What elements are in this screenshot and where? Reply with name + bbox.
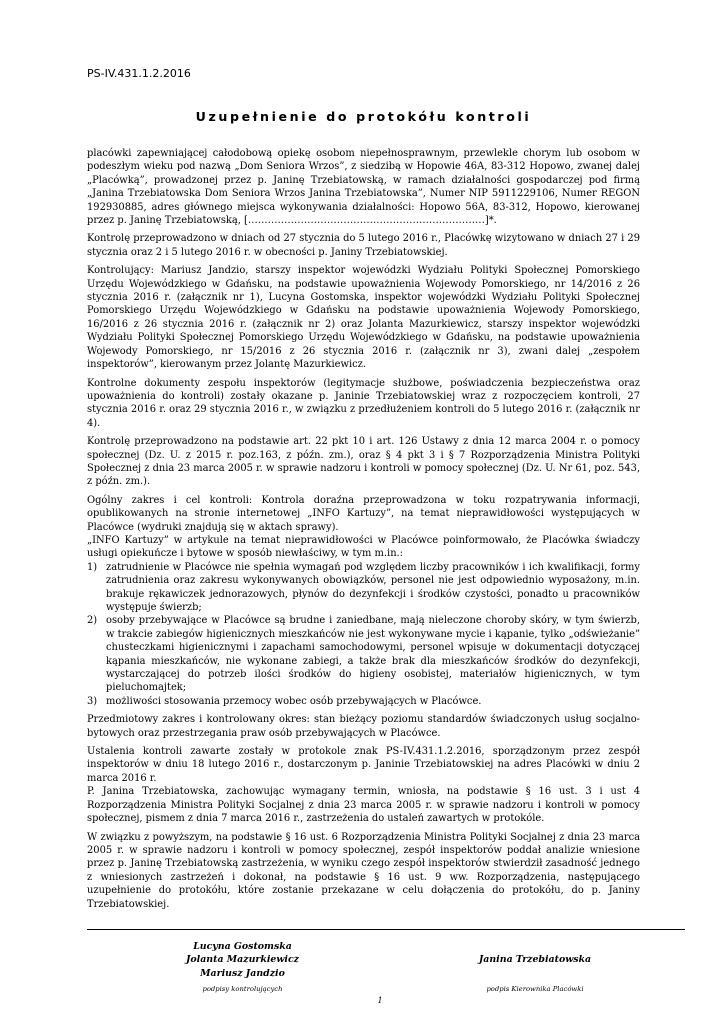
- paragraph-dates: Kontrolę przeprowadzono w dniach od 27 stycznia do 5 lutego 2016 r., Placówkę wizytowano w dniach 27 i 29 stycznia oraz 2 i 5 lutego 2016 r. w obecności p. Janiny Trzebiatowskiej.: [87, 233, 640, 258]
- paragraph-objections: P. Janina Trzebiatowska, zachowując wymagany termin, wniosła, na podstawie § 16 ust. 3 i ust 4 Rozporządzenia Ministra Polityki Socjalnej z dnia 23 marca 2005 r. w sprawie nadzoru i kontroli w pomocy społecznej, pismem z dnia 7 marca 2016 r., zastrzeżenia do ustaleń zawartych w protokóle.: [87, 786, 640, 825]
- signature-divider: [87, 929, 685, 930]
- list-item-text: osoby przebywające w Placówce są brudne i zaniedbane, mają nieleczone choroby skóry, w tym świerzb, w trakcie zabiegów higienicznych mieszkańców nie jest wykonywane mycie i kąpanie, tylko „odświeżanie” chusteczkami higienicznymi i zapachami samochodowymi, personel wpisuje w dokumentacji dotyczącej kąpania mieszkańców, nie wykonane zabiegi, a także brak dla mieszkańców środków do dezynfekcji, wystarczającej do potrzeb ilości środków do higieny osobistej, materiałów higienicznych, w tym pieluchomajtek;: [106, 615, 640, 694]
- list-item: [87, 561, 640, 615]
- paragraph-info-kartuzy: „INFO Kartuzy” w artykule na temat nieprawidłowości w Placówce poinformowało, że Placówka świadczy usługi opiekuńcze i bytowe w sposób niewłaściwy, w tym m.in.:: [87, 534, 640, 560]
- paragraph-facility: placówki zapewniającej całodobową opiekę osobom niepełnosprawnym, przewlekle chorym lub osobom w podeszłym wieku pod nazwą „Dom Seniora Wrzos”, z siedzibą w Hopowie 46A, 83-312 Hopowo, zwanej dalej „Placówką”, prowadzonej przez p. Janinę Trzebiatowską, w ramach działalności gospodarczej pod firmą „Janina Trzebiatowska Dom Seniora Wrzos Janina Trzebiatowska”, Numer NIP 5911229106, Numer REGON 192930885, adres głównego miejsca wykonywania działalności: Hopowo 56A, 83-312, Hopowo, kierowanej przez p. Janinę Trzebiatowską, [………………………………………………………………]*.: [87, 148, 640, 227]
- paragraph-legal-basis: Kontrolę przeprowadzono na podstawie art. 22 pkt 10 i art. 126 Ustawy z dnia 12 marca 2004 r. o pomocy społecznej (Dz. U. z 2015 r. poz.163, z późn. zm.), oraz § 4 pkt 3 i § 7 Rozporządzenia Ministra Polityki Społecznej z dnia 23 marca 2005 r. w sprawie nadzoru i kontroli w pomocy społecznej (Dz. U. Nr 61, poz. 543, z późn. zm.).: [87, 436, 640, 488]
- list-item-text: możliwości stosowania przemocy wobec osób przebywających w Placówce.: [106, 695, 482, 707]
- paragraph-scope: Ogólny zakres i cel kontroli: Kontrola doraźna przeprowadzona w toku rozpatrywania informacji, opublikowanych na stronie internetowej „INFO Kartuzy”, na temat nieprawidłowości występujących w Placówce (wydruki znajdują się w aktach sprawy).: [87, 494, 640, 533]
- list-item-text: zatrudnienie w Placówce nie spełnia wymagań pod względem liczby pracowników i ich kwalifikacji, formy zatrudnienia oraz zakresu wykonywanych obowiązków, personel nie jest odpowiednio wyposażony, m.in. brakuje rękawiczek jednorazowych, płynów do dezynfekcji i środków czystości, ponadto u pracowników występuje świerzb;: [106, 561, 640, 613]
- inspector-name: Lucyna Gostomska: [193, 941, 292, 952]
- inspector-name: Jolanta Mazurkiewicz: [185, 954, 300, 966]
- head-caption: podpis Kierownika Placówki: [486, 985, 584, 993]
- inspectors-caption: podpisy kontrolujących: [202, 985, 283, 993]
- inspector-signatures: [160, 940, 325, 980]
- head-signature: Janina Trzebiatowska: [478, 954, 592, 965]
- paragraph-inspectors: Kontrolujący: Mariusz Jandzio, starszy inspektor wojewódzki Wydziału Polityki Społecznej Pomorskiego Urzędu Wojewódzkiego w Gdańsku, na podstawie upoważnienia Wojewody Pomorskiego, nr 14/2016 z 26 stycznia 2016 r. (załącznik nr 1), Lucyna Gostomska, inspektor wojewódzki Wydziału Polityki Społecznej Pomorskiego Urzędu Wojewódzkiego w Gdańsku na podstawie upoważnienia Wojewody Pomorskiego, 16/2016 z 26 stycznia 2016 r. (załącznik nr 2) oraz Jolanta Mazurkiewicz, starszy inspektor wojewódzki Wydziału Polityki Społecznej Pomorskiego Urzędu Wojewódzkiego w Gdańsku, na podstawie upoważnienia Wojewody Pomorskiego, nr 15/2016 z 26 stycznia 2016 r. (załącznik nr 3), zwani dalej „zespołem inspektorów”, kierowanym przez Jolantę Mazurkiewicz.: [87, 265, 640, 371]
- document-body: [87, 147, 640, 916]
- list-item: [87, 695, 640, 708]
- inspector-name: Mariusz Jandzio: [200, 967, 285, 979]
- list-item: [87, 614, 640, 694]
- paragraph-subject-scope: Przedmiotowy zakres i kontrolowany okres: stan bieżący poziomu standardów świadczonych usług socjalno-bytowych oraz przestrzegania praw osób przebywających w Placówce.: [87, 714, 640, 739]
- paragraph-documents: Kontrolne dokumenty zespołu inspektorów (legitymacje służbowe, poświadczenia bezpieczeństwa oraz upoważnienia do kontroli) zostały okazane p. Janinie Trzebiatowskiej wraz z rozpoczęciem kontroli, 27 stycznia 2016 r. oraz 29 stycznia 2016 r., w związku z przedłużeniem kontroli do 5 lutego 2016 r. (załącznik nr 4).: [87, 377, 640, 429]
- irregularities-list: [87, 561, 640, 708]
- list-item-number: 1): [87, 561, 98, 573]
- list-item-number: 2): [87, 615, 98, 627]
- page-number: 1: [377, 996, 383, 1005]
- document-title: Uzupełnienie do protokółu kontroli: [195, 109, 532, 124]
- document-number: PS-IV.431.1.2.2016: [87, 67, 191, 80]
- paragraph-findings: Ustalenia kontroli zawarte zostały w protokole znak PS-IV.431.1.2.2016, sporządzonym przez zespół inspektorów w dniu 18 lutego 2016 r., dostarczonym p. Janinie Trzebiatowskiej na adres Placówki w dniu 2 marca 2016 r.: [87, 746, 640, 784]
- paragraph-conclusion: W związku z powyższym, na podstawie § 16 ust. 6 Rozporządzenia Ministra Polityki Socjalnej z dnia 23 marca 2005 r. w sprawie nadzoru i kontroli w pomocy społecznej, zespół inspektorów poddał analizie wniesione przez p. Janinę Trzebiatowską zastrzeżenia, w wyniku czego zespół inspektorów stwierdził zasadność jednego z wniesionych zastrzeżeń i dokonał, na podstawie § 16 ust. 9 ww. Rozporządzenia, następującego uzupełnienie do protokółu, które zostanie przekazane w celu dołączenia do protokółu, do p. Janiny Trzebiatowskiej.: [87, 831, 640, 910]
- list-item-number: 3): [87, 695, 98, 707]
